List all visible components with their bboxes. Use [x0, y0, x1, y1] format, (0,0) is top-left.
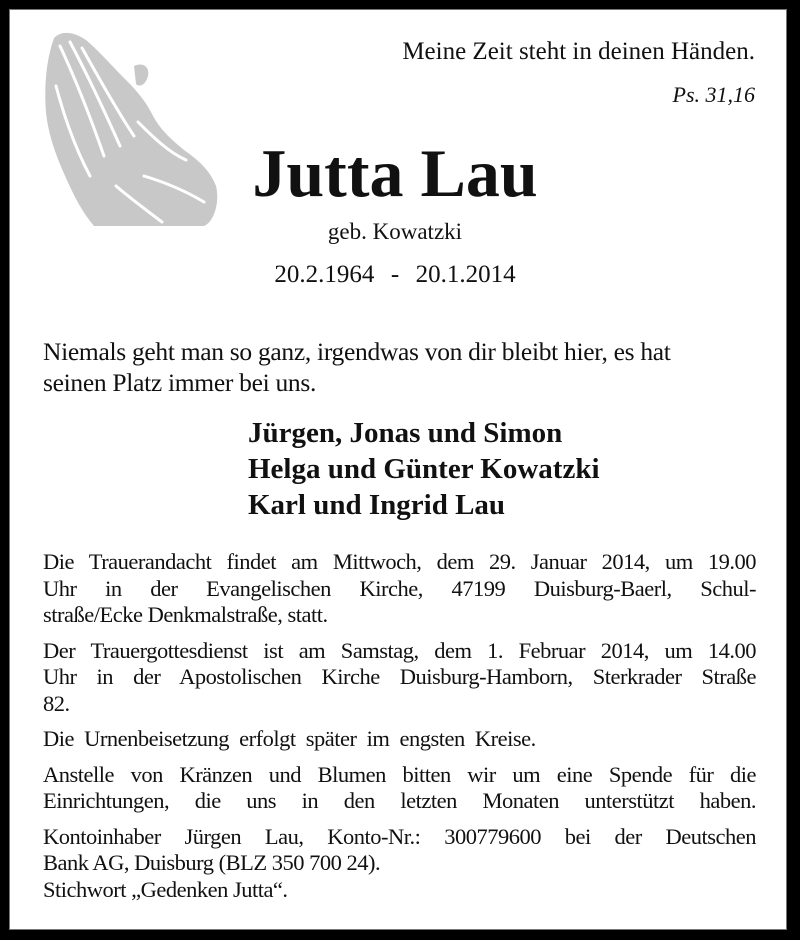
motto: Meine Zeit steht in deinen Händen. — [402, 38, 755, 65]
life-dates: 20.2.1964 - 20.1.2014 — [274, 261, 516, 288]
memorial-saying — [43, 336, 763, 398]
beisetzung-paragraph — [43, 726, 756, 753]
text-line: Einrichtungen, die uns in den letzten Monaten unterstützt haben. — [43, 788, 756, 813]
konto-paragraph — [43, 824, 756, 904]
andacht-paragraph — [43, 549, 756, 629]
text-line: Die Urnenbeisetzung erfolgt später im engsten Kreise. — [43, 726, 536, 751]
obituary-notice — [9, 9, 787, 930]
text-line: Uhr in der Evangelischen Kirche, 47199 Duisburg-Baerl, Schul- — [43, 575, 756, 601]
mourner-line: Karl und Ingrid Lau — [248, 489, 506, 521]
text-line: Anstelle von Kränzen und Blumen bitten wir um eine Spende für die — [43, 761, 756, 787]
mourner-line: Helga und Günter Kowatzki — [248, 453, 600, 485]
bible-verse-reference: Ps. 31,16 — [672, 82, 755, 107]
text-line: Der Trauergottesdienst ist am Samstag, dem 1. Februar 2014, um 14.00 — [43, 637, 756, 663]
text-line: 82. — [43, 690, 70, 716]
mourners-list — [248, 415, 600, 523]
text-line: straße/Ecke Denkmalstraße, statt. — [43, 602, 328, 627]
saying-line: Niemals geht man so ganz, irgendwas von dir bleibt hier, es hat — [43, 337, 671, 366]
deceased-name-text: Jutta Lau — [252, 135, 538, 211]
text-line: Die Trauerandacht findet am Mittwoch, dem 29. Januar 2014, um 19.00 — [43, 549, 756, 574]
mourner-line: Jürgen, Jonas und Simon — [248, 417, 563, 449]
spende-paragraph — [43, 762, 756, 815]
service-information — [43, 549, 756, 912]
saying-line: seinen Platz immer bei uns. — [43, 368, 317, 397]
maiden-name: geb. Kowatzki — [327, 219, 463, 244]
text-line: Uhr in der Apostolischen Kirche Duisburg-Hamborn, Sterkrader Straße — [43, 664, 756, 689]
deceased-name — [10, 134, 780, 213]
text-line: Kontoinhaber Jürgen Lau, Konto-Nr.: 300779600 bei der Deutschen — [43, 823, 756, 849]
text-line: Bank AG, Duisburg (BLZ 350 700 24). — [43, 850, 381, 875]
gottesdienst-paragraph — [43, 638, 756, 718]
text-line: Stichwort „Gedenken Jutta“. — [43, 876, 288, 902]
